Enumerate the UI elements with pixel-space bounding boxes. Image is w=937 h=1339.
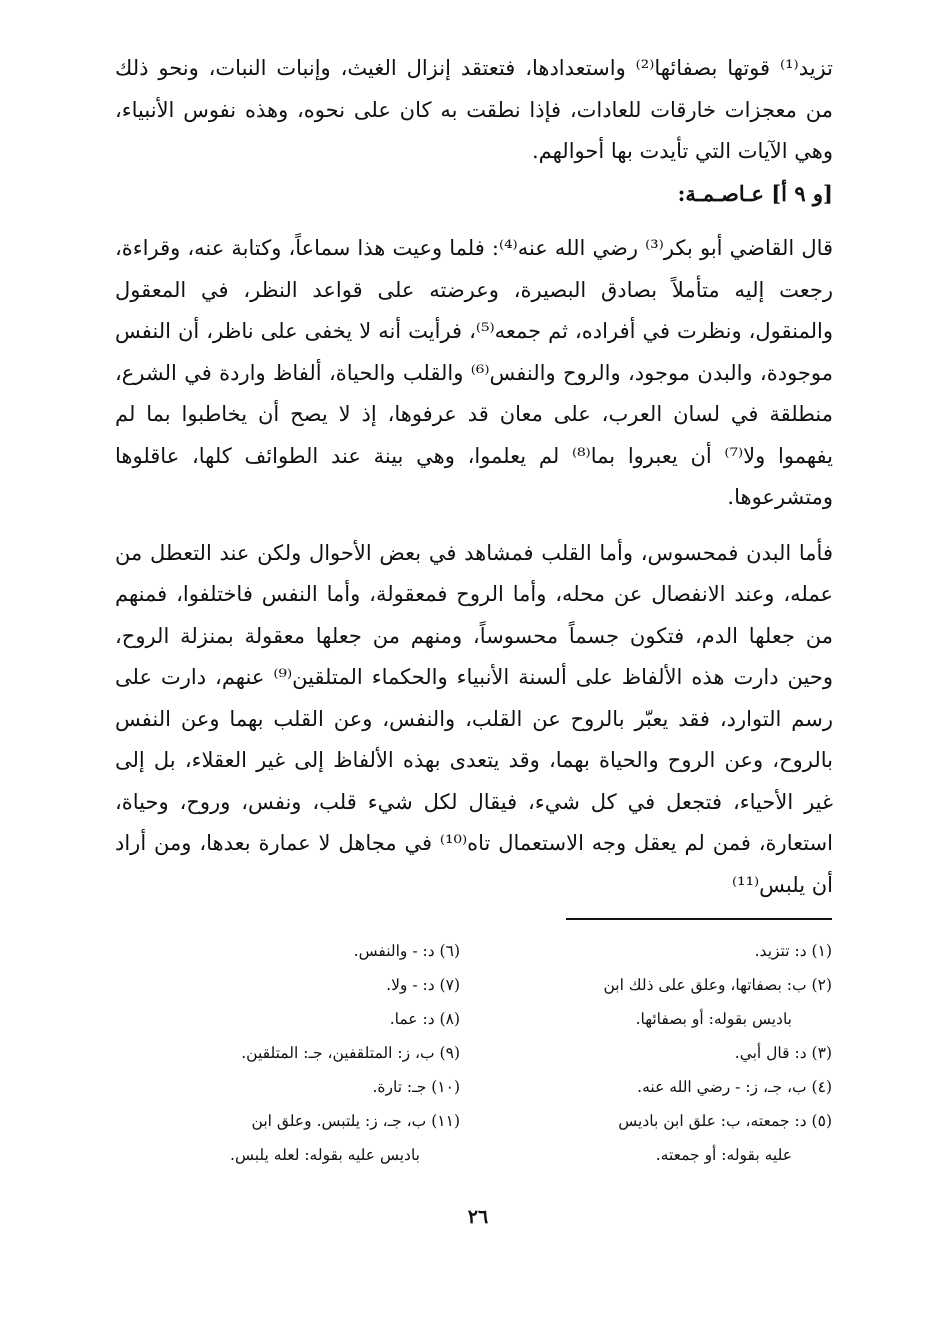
paragraph-2: قال القاضي أبو بكر⁽³⁾ رضي الله عنه⁽⁴⁾: فلما وعيت هذا سماعاً، وكتابة عنه، وقراءة، رجعت إليه متأملاً بصادق البصيرة، وعرضته على قواعد النظر، في المعقول والمنقول، ونظرت في أفراده، ثم جمعه⁽⁵⁾، فرأيت أنه لا يخفى على ناظر، أن النفس موجودة، والبدن موجود، والروح والنفس⁽⁶⁾ والقلب والحياة، ألفاظ واردة في الشرع، منطلقة في لسان العرب، على معان قد عرفوها، إذ لا يصح أن يخاطبوا بما لم يفهموا ولا⁽⁷⁾ أن يعبروا بما⁽⁸⁾ لم يعلموا، وهي بينة عند الطوائف كلها، عاقلوها ومتشرعوها. <box>115 236 834 509</box>
footnote-text: د: جمعته، ب: علق ابن باديس <box>618 1112 807 1130</box>
footnote-text: د: قال أبي. <box>734 1044 807 1062</box>
footnote-3 <box>490 1036 832 1070</box>
main-text-block <box>115 48 833 906</box>
footnote-number: (٦) <box>439 942 460 960</box>
footnote-number: (١١) <box>431 1112 460 1130</box>
footnote-1 <box>490 934 832 968</box>
footnote-4 <box>490 1070 832 1104</box>
footnote-5 <box>490 1104 832 1172</box>
footnote-continuation: عليه بقوله: أو جمعته. <box>655 1146 792 1164</box>
footnote-text: د: تتزيد. <box>754 942 807 960</box>
footnote-text: د: - والنفس. <box>353 942 435 960</box>
page-number: ٢٦ <box>467 1206 489 1228</box>
footnotes-left-column <box>110 934 460 1172</box>
footnote-6 <box>110 934 460 968</box>
footnote-11 <box>110 1104 460 1172</box>
footnote-number: (٥) <box>811 1112 832 1130</box>
footnote-9 <box>110 1036 460 1070</box>
paragraph-3: فأما البدن فمحسوس، وأما القلب فمشاهد في بعض الأحوال ولكن عند التعطل من عمله، وعند الانفصال عن محله، وأما الروح فمعقولة، وأما النفس فاختلفوا، فمنهم من جعلها الدم، فتكون جسماً محسوساً، ومنهم من جعلها معقولة بمنزلة الروح، وحين دارت هذه الألفاظ على ألسنة الأنبياء والحكماء المتلقين⁽⁹⁾ عنهم، دارت على رسم التوارد، فقد يعبّر بالروح عن القلب، والنفس، وعن القلب بهما وعن النفس بالروح، وعن الروح والحياة بهما، وقد يتعدى بهذه الألفاظ إلى غير العقلاء، بل إلى غير الأحياء، فتجعل في كل شيء، فيقال لكل شيء قلب، ونفس، وروح، وحياة، استعارة، فمن لم يعقل وجه الاستعمال تاه⁽¹⁰⁾ في مجاهل لا عمارة بعدها، ومن أراد أن يلبس⁽¹¹⁾ <box>115 540 833 897</box>
footnote-number: (٣) <box>811 1044 832 1062</box>
footnotes-right-column <box>490 934 832 1172</box>
footnote-number: (٢) <box>811 976 832 994</box>
footnote-text: جـ: تارة. <box>372 1078 427 1096</box>
footnote-text: ب، جـ، ز: يلتبس. وعلق ابن <box>251 1112 427 1130</box>
footnote-number: (١٠) <box>431 1078 460 1096</box>
footnote-number: (٩) <box>439 1044 460 1062</box>
footnote-10 <box>110 1070 460 1104</box>
footnote-2 <box>490 968 832 1036</box>
footnote-number: (٤) <box>811 1078 832 1096</box>
footnote-7 <box>110 968 460 1002</box>
footnote-8 <box>110 1002 460 1036</box>
footnote-continuation: باديس عليه بقوله: لعله يلبس. <box>230 1146 420 1164</box>
footnote-text: د: - ولا. <box>386 976 435 994</box>
footnote-text: ب، ز: المتلقفين، جـ: المتلقين. <box>241 1044 435 1062</box>
footnote-continuation: باديس بقوله: أو بصفائها. <box>635 1010 792 1028</box>
footnote-number: (٨) <box>439 1010 460 1028</box>
footnote-text: د: عما. <box>389 1010 435 1028</box>
footnote-number: (١) <box>811 942 832 960</box>
section-heading: [و ٩ أ] عـاصـمـة: <box>677 180 833 206</box>
footnote-text: ب، جـ، ز: - رضي الله عنه. <box>637 1078 807 1096</box>
footnote-separator <box>566 918 832 920</box>
paragraph-1: تزيد⁽¹⁾ قوتها بصفائها⁽²⁾ واستعدادها، فتعتقد إنزال الغيث، وإنبات النبات، ونحو ذلك من معجزات خارقات للعادات، فإذا نطقت به كان على نحوه، وهذه نفوس الأنبياء، وهي الآيات التي تأيدت بها أحوالهم. <box>115 56 833 163</box>
footnote-number: (٧) <box>439 976 460 994</box>
footnote-text: ب: بصفاتها، وعلق على ذلك ابن <box>603 976 807 994</box>
